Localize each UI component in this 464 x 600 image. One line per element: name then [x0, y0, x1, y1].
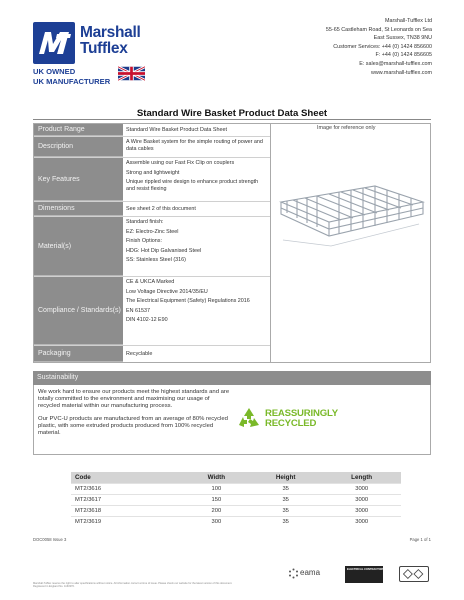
sustainability-heading: Sustainability — [33, 371, 431, 385]
spec-label: Material(s) — [34, 217, 123, 276]
cell-width: 200 — [184, 505, 249, 516]
cell-code: MT2/3619 — [71, 516, 184, 527]
recycle-icon — [236, 406, 262, 432]
uk-tagline — [33, 67, 110, 86]
spec-value-line: Unique rippled wire design to enhance product strength and resist flexing — [126, 179, 259, 192]
spec-label: Product Range — [34, 124, 123, 136]
eama-logo-text: eama — [300, 568, 321, 577]
spec-value — [123, 217, 270, 276]
spec-value-line: Finish Options: — [126, 238, 162, 245]
cell-length: 3000 — [322, 483, 401, 494]
company-address — [326, 17, 432, 77]
spec-value-line: A Wire Basket system for the simple routing of power and data cables — [126, 139, 263, 152]
spec-value-line: EN 61537 — [126, 307, 150, 314]
cell-height: 35 — [249, 505, 322, 516]
spec-value-line: Standard Wire Basket Product Data Sheet — [126, 126, 227, 133]
spec-value-line: See sheet 2 of this document — [126, 205, 196, 212]
spec-row-compliance — [34, 277, 270, 346]
fine-print: Marshall-Tufflex reserve the right to alter specifications without notice. All information correct at time of issue. Please check our website for the latest version of this document. Registered in England No. 1163370. — [33, 582, 233, 589]
spec-row-dimensions — [34, 202, 270, 217]
spec-value — [123, 137, 270, 157]
spec-value — [123, 124, 270, 136]
brand-line-1: Marshall — [80, 24, 141, 41]
document-title: Standard Wire Basket Product Data Sheet — [136, 108, 328, 119]
brand-line-2: Tufflex — [80, 40, 128, 57]
column-header-length: Length — [322, 472, 401, 483]
cell-width: 300 — [184, 516, 249, 527]
spec-value — [123, 277, 270, 345]
recycled-badge-line-1: REASSURINGLY — [265, 408, 338, 419]
spec-value — [123, 346, 270, 362]
spec-value-line: Low Voltage Directive 2014/35/EU — [126, 288, 208, 295]
sustainability-paragraph: Our PVC-U products are manufactured from an average of 80% recycled plastic, with some extruded products produced from 100% recycled material. — [38, 415, 228, 437]
spec-value — [123, 158, 270, 201]
cell-code: MT2/3618 — [71, 505, 184, 516]
spec-label: Key Features — [34, 158, 123, 201]
spec-value-line: CE & UKCA Marked — [126, 279, 175, 285]
cell-length: 3000 — [322, 505, 401, 516]
spec-value-line: Strong and lightweight — [126, 169, 180, 176]
spec-value-line: Standard finish: — [126, 219, 164, 225]
cell-height: 35 — [249, 483, 322, 494]
spec-row-description — [34, 137, 270, 158]
document-reference: DOC0058 Issue 3 — [33, 537, 67, 542]
address-line: Marshall-Tufflex Ltd — [384, 18, 432, 24]
column-header-code: Code — [71, 472, 184, 483]
cell-code: MT2/3617 — [71, 494, 184, 505]
spec-value — [123, 202, 270, 216]
accreditation-logos — [300, 566, 431, 590]
spec-label: Dimensions — [34, 202, 123, 216]
spec-label: Compliance / Standards(s) — [34, 277, 123, 345]
spec-table — [33, 123, 431, 363]
cell-height: 35 — [249, 516, 322, 527]
column-header-width: Width — [184, 472, 249, 483]
wire-basket-image — [279, 180, 425, 250]
cell-length: 3000 — [322, 494, 401, 505]
tagline-line-2: UK MANUFACTURER — [33, 76, 111, 86]
spec-value-line: HDG: Hot Dip Galvanised Steel — [126, 247, 202, 254]
spec-row-packaging — [34, 346, 270, 362]
spec-value-line: DIN 4102-12 E90 — [126, 317, 168, 324]
spec-label: Packaging — [34, 346, 123, 362]
spec-value-line: The Electrical Equipment (Safety) Regulations 2016 — [126, 298, 250, 305]
address-line[interactable]: www.marshall-tufflex.com — [370, 69, 432, 76]
tagline-line-1: UK OWNED — [33, 67, 76, 76]
brand-logo-mark — [33, 22, 75, 64]
spec-value-line: Recyclable — [126, 350, 153, 357]
column-header-height: Height — [249, 472, 322, 483]
spec-row-product-range — [34, 124, 270, 137]
mt-monogram-icon — [33, 22, 75, 64]
eama-dots-icon — [288, 568, 299, 579]
table-row — [71, 516, 401, 527]
address-line: Customer Services: +44 (0) 1424 856600 — [333, 43, 432, 50]
title-divider — [33, 119, 431, 120]
cell-code: MT2/3616 — [71, 483, 184, 494]
table-row — [71, 494, 401, 505]
table-row — [71, 483, 401, 494]
cell-width: 100 — [184, 483, 249, 494]
spec-row-key-features — [34, 158, 270, 202]
cell-height: 35 — [249, 494, 322, 505]
address-line: East Sussex, TN38 9NU — [373, 35, 432, 42]
bsi-kitemark-icon — [399, 566, 429, 582]
table-row — [71, 505, 401, 516]
address-line: 55-65 Castleham Road, St Leonards on Sea — [325, 26, 432, 33]
cell-width: 150 — [184, 494, 249, 505]
spec-label: Description — [34, 137, 123, 157]
product-image-panel — [270, 124, 431, 362]
spec-rows — [34, 124, 270, 362]
spec-value-line: EZ: Electro-Zinc Steel — [126, 228, 179, 235]
image-caption: Image for reference only — [317, 125, 376, 131]
spec-row-materials — [34, 217, 270, 277]
recycled-badge-line-2: RECYCLED — [265, 418, 317, 429]
spec-value-line: SS: Stainless Steel (316) — [126, 257, 186, 264]
sustainability-text — [38, 389, 230, 442]
union-flag-icon — [118, 66, 145, 81]
ecs-logo-text: ELECTRICAL CONTRACTORS SCHEME — [347, 568, 397, 571]
address-line[interactable]: E: sales@marshall-tufflex.com — [359, 60, 432, 67]
product-table — [71, 472, 401, 527]
spec-value-line: Assemble using our Fast Fix Clip on couplers — [126, 160, 235, 166]
address-line: F: +44 (0) 1424 856605 — [375, 52, 432, 59]
brand-name — [80, 25, 141, 57]
sustainability-paragraph: We work hard to ensure our products meet the highest standards and are totally committed to the environment and maximising our usage of recycled material within our manufacturing process. — [38, 389, 230, 410]
product-table-header — [71, 472, 401, 483]
sustainability-panel — [33, 385, 431, 455]
page-number: Page 1 of 1 — [409, 537, 431, 542]
cell-length: 3000 — [322, 516, 401, 527]
